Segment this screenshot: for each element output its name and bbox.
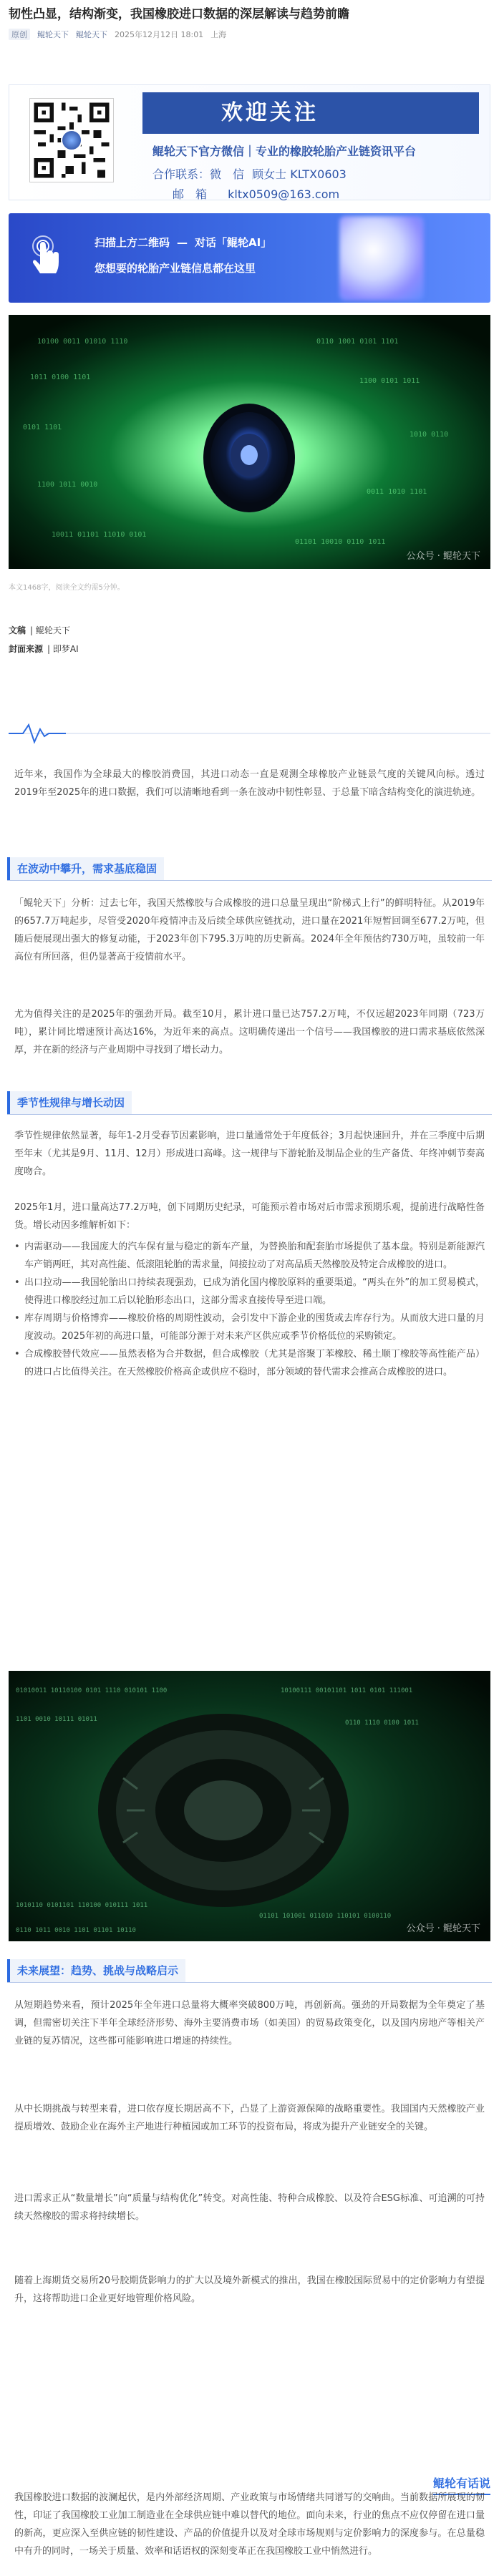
tire-tunnel-illustration	[9, 315, 490, 569]
section2-underline	[7, 1114, 492, 1115]
image2-watermark: 公众号 · 鲲轮天下	[406, 1923, 480, 1934]
svg-text:01010011 10110100 0101 1110 01: 01010011 10110100 0101 1110 010101 1100	[16, 1687, 168, 1694]
hero-watermark: 公众号 · 鲲轮天下	[406, 551, 480, 562]
mail-label: 邮 箱	[173, 187, 208, 201]
section2-heading: 季节性规律与增长动因	[7, 1091, 132, 1114]
commentary-tag: 鲲轮有话说	[433, 2474, 490, 2495]
list-item: • 内需驱动——我国庞大的汽车保有量与稳定的新车产量，为替换胎和配套胎市场提供了基本盘。特别是新能源汽车产销两旺，其对高性能、低滚阻轮胎的需求量，间接拉动了对高品质天然橡胶及特定合成橡胶的进口。	[14, 1238, 485, 1274]
svg-text:0011 1010 1101: 0011 1010 1101	[367, 488, 427, 496]
svg-text:0110 1001 0101 1101: 0110 1001 0101 1101	[316, 338, 399, 346]
svg-text:01101 10010 0110 1011: 01101 10010 0110 1011	[295, 538, 386, 546]
svg-text:1101 0010 10111 01011: 1101 0010 10111 01011	[16, 1716, 97, 1723]
cover-source-value: 即梦AI	[52, 644, 79, 654]
original-badge: 原创	[9, 29, 30, 40]
brand-logo-icon	[61, 130, 82, 151]
author-label: 文稿	[9, 625, 26, 635]
chat-hint: 对话「鲲轮AI」	[195, 236, 272, 249]
section3-underline	[7, 1982, 492, 1983]
svg-text:1100 0101 1011: 1100 0101 1011	[359, 377, 420, 385]
section3-paragraph1: 从短期趋势来看，预计2025年全年进口总量将大概率突破800万吨，再创新高。强劲的开局数据为全年奠定了基调，但需密切关注下半年全球经济形势、海外主要消费市场（如美国）的贸易政策变化，以及国内房地产等相关产业链的复苏情况，这些都可能影响进口增速的持续性。	[14, 2000, 485, 2046]
welcome-card	[9, 84, 490, 200]
author-line: 文稿 | 鲲轮天下	[9, 625, 70, 635]
list-item: • 库存周期与价格博弈——橡胶价格的周期性波动，会引发中下游企业的囤货或去库存行为。从而放大进口量的月度波动。2025年初的高进口量，可能部分源于对未来产区供应或季节价格低位的采购锁定。	[14, 1309, 485, 1345]
account-name[interactable]: 鲲轮天下	[37, 30, 69, 39]
ai-qr-code-image	[339, 216, 424, 301]
section3-heading: 未来展望：趋势、挑战与战略启示	[7, 1959, 185, 1982]
svg-text:10100 0011 01010 1110: 10100 0011 01010 1110	[37, 338, 128, 346]
contact-value: 顾女士 KLTX0603	[252, 167, 347, 181]
cover-source-label: 封面来源	[9, 644, 44, 654]
list-item: • 出口拉动——我国轮胎出口持续表现强劲，已成为消化国内橡胶原料的重要渠道。“两头在外”的加工贸易模式，使得进口橡胶经过加工后以轮胎形态出口，这部分需求直接传导至进口端。	[14, 1274, 485, 1309]
tire-code-image	[9, 1671, 490, 1941]
svg-text:1010110 0101101 110100 010111: 1010110 0101101 110100 010111 1011	[16, 1902, 148, 1909]
section1-paragraph1: 「鲲轮天下」分析：过去七年，我国天然橡胶与合成橡胶的进口总量呈现出“阶梯式上行”的鲜明特征。从2019年的657.7万吨起步，尽管受2020年疫情冲击及后续全球供应链扰动，进口量在2021年短暂回调至677.2万吨，但随后便展现出强大的修复动能，于2023年创下795.3万吨的历史新高。2024年全年预估约730万吨，虽较前一年高位有所回落，但仍显著高于疫情前水平。	[14, 898, 485, 962]
cover-source-line: 封面来源 | 即梦AI	[9, 644, 79, 654]
svg-text:0101 1101: 0101 1101	[23, 424, 62, 431]
section3-paragraph2: 从中长期挑战与转型来看，进口依存度长期居高不下，凸显了上游资源保障的战略重要性。我国国内天然橡胶产业提质增效、鼓励企业在海外主产地进行种植园或加工环节的投资布局，将成为提升产业链安全的关键。	[14, 2104, 485, 2132]
read-time-meta: 本文1468字，阅读全文约需5分钟。	[9, 584, 125, 592]
svg-text:01101 101001 011010 110101 010: 01101 101001 011010 110101 0100110	[259, 1913, 392, 1920]
publish-datetime: 2025年12月12日 18:01	[115, 30, 204, 39]
article-title: 韧性凸显，结构渐变，我国橡胶进口数据的深层解读与趋势前瞻	[9, 7, 349, 21]
mail-line	[152, 185, 339, 202]
contact-label: 合作联系：微 信	[152, 167, 245, 181]
section1-underline	[7, 880, 492, 881]
svg-text:0110 1110 0100 1011: 0110 1110 0100 1011	[345, 1719, 419, 1727]
scan-hint: 扫描上方二维码	[95, 236, 170, 249]
welcome-subtitle: 鲲轮天下官方微信｜专业的橡胶轮胎产业链资讯平台	[152, 145, 417, 158]
intro-paragraph: 近年来，我国作为全球最大的橡胶消费国，其进口动态一直是观测全球橡胶产业链景气度的关键风向标。透过2019年至2025年的进口数据，我们可以清晰地看到一条在波动中韧性彰显、于总量下暗含结构变化的演进轨迹。	[14, 769, 485, 798]
svg-text:0110 1011 0010 1101 01101 1011: 0110 1011 0010 1101 01101 10110	[16, 1927, 136, 1934]
publish-location: 上海	[210, 30, 227, 39]
svg-text:10100111 00101101 1011 0101 11: 10100111 00101101 1011 0101 111001	[281, 1687, 413, 1694]
article-meta	[9, 29, 226, 40]
ai-chat-banner[interactable]	[9, 213, 490, 303]
section3-paragraph4: 随着上海期货交易所20号胶期货影响力的扩大以及境外新模式的推出，我国在橡胶国际贸易中的定价影响力有望提升，这将帮助进口企业更好地管理价格风险。	[14, 2275, 485, 2304]
svg-text:1100 1011 0010: 1100 1011 0010	[37, 481, 98, 489]
svg-text:1010 0110: 1010 0110	[410, 431, 449, 439]
section1-heading: 在波动中攀升，需求基底稳固	[7, 857, 164, 880]
section3-paragraph3: 进口需求正从“数量增长”向“质量与结构优化”转变。对高性能、特种合成橡胶、以及符合ESG标准、可追溯的可持续天然橡胶的需求将持续增长。	[14, 2193, 485, 2222]
section2-paragraph2: 2025年1月，进口量高达77.2万吨，创下同期历史纪录，可能预示着市场对后市需求预期乐观，提前进行战略性备货。增长动因多维解析如下：	[14, 1202, 485, 1231]
contact-line	[152, 165, 347, 182]
svg-text:10011 01101 11010 0101: 10011 01101 11010 0101	[52, 531, 147, 539]
account-link[interactable]: 鲲轮天下	[76, 30, 107, 39]
growth-drivers-list	[14, 1238, 485, 1381]
svg-text:1011 0100 1101: 1011 0100 1101	[30, 374, 91, 381]
mail-value: kltx0509@163.com	[228, 187, 340, 201]
author-value: 鲲轮天下	[35, 625, 70, 635]
tire-data-illustration	[9, 1671, 490, 1941]
ai-banner-line2: 您想要的轮胎产业链信息都在这里	[95, 262, 256, 275]
tap-hand-icon	[27, 233, 66, 279]
hero-image	[9, 315, 490, 569]
commentary-paragraph: 我国橡胶进口数据的波澜起伏，是内外部经济周期、产业政策与市场情绪共同谱写的交响曲。当前数据所展现的韧性，印证了我国橡胶工业加工制造业在全球供应链中难以替代的地位。面向未来，行业的焦点不应仅停留在进口量的新高，更应深入至供应链的韧性建设、产品的价值提升以及对全球市场规则与定价影响力的深度参与。在总量稳中有升的同时，一场关于质量、效率和话语权的深刻变革正在我国橡胶工业中悄然进行。	[14, 2492, 485, 2557]
section1-paragraph2: 尤为值得关注的是2025年的强劲开局。截至10月，累计进口量已达757.2万吨，不仅远超2023年同期（723万吨），累计同比增速预计高达16%，为近年来的高点。这明确传递出一个信号——我国橡胶的进口需求基底依然深厚，并在新的经济与产业周期中寻找到了增长动力。	[14, 1009, 485, 1055]
welcome-heading: 欢迎关注	[142, 92, 479, 134]
section2-paragraph1: 季节性规律依然显著，每年1-2月受春节因素影响，进口量通常处于年度低谷；3月起快速回升，并在三季度中后期至年末（尤其是9月、11月、12月）形成进口高峰。这一规律与下游轮胎及制品企业的生产备货、年终冲刺节奏高度吻合。	[14, 1131, 485, 1177]
ai-banner-line1: 扫描上方二维码 — 对话「鲲轮AI」	[95, 236, 272, 249]
list-item: • 合成橡胶替代效应——虽然表格为合并数据，但合成橡胶（尤其是溶聚丁苯橡胶、稀土顺丁橡胶等高性能产品）的进口占比值得关注。在天然橡胶价格高企或供应不稳时，部分领域的替代需求会推高合成橡胶的进口。	[14, 1345, 485, 1381]
heartbeat-divider-icon	[9, 719, 490, 748]
